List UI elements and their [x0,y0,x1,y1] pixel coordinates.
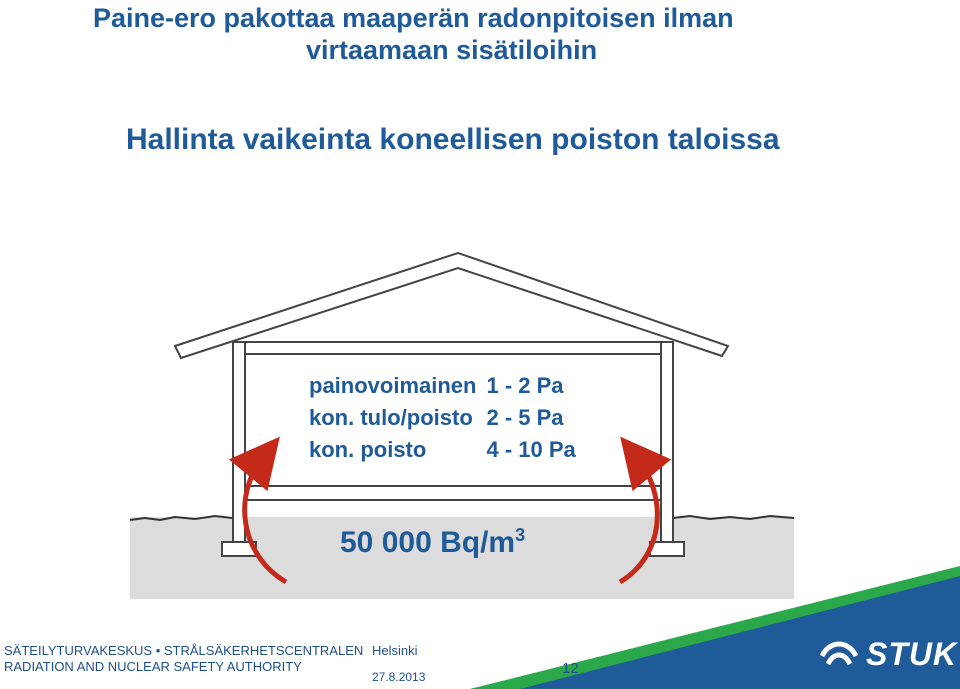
slide-title-line1: Paine-ero pakottaa maaperän radonpitoisen ilman [93,3,734,33]
ceiling-beam [233,342,673,354]
pressure-value: 1 - 2 Pa [486,373,564,398]
stuk-logo-icon [818,638,860,674]
table-row [309,402,586,434]
page-number: 12 [562,660,579,677]
pressure-value: 2 - 5 Pa [486,405,564,430]
table-row [309,370,586,402]
concentration-value: 50 000 Bq/m [340,526,516,559]
pressure-label: painovoimainen [309,373,477,398]
right-footing [650,542,684,556]
pressure-value: 4 - 10 Pa [486,437,576,462]
footer-org-line1: SÄTEILYTURVAKESKUS • STRÅLSÄKERHETSCENTRALEN [4,643,364,658]
footer-city: Helsinki [372,643,418,658]
radon-concentration [340,526,525,560]
pressure-table [309,370,586,466]
pressure-label: kon. poisto [309,437,427,462]
slide-subtitle: Hallinta vaikeinta koneellisen poiston taloissa [126,123,780,156]
slide-title-line2: virtaamaan sisätiloihin [306,35,598,65]
floor-slab [245,486,661,500]
pressure-label: kon. tulo/poisto [309,405,473,430]
concentration-exponent: 3 [515,525,526,545]
right-wall [661,342,673,542]
footer-org-line2: RADIATION AND NUCLEAR SAFETY AUTHORITY [4,659,302,674]
stuk-logo-text: STUK [866,636,958,672]
table-row [309,434,586,466]
footer-date: 27.8.2013 [372,670,426,684]
